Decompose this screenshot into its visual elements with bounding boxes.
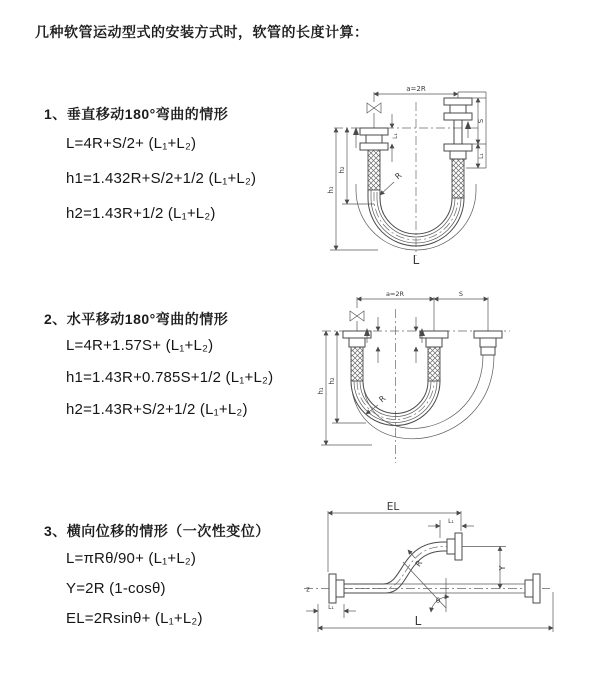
formula-line: h1=1.43R+0.785S+1/2 (L₁+L₂) xyxy=(66,369,274,386)
dimension-el xyxy=(328,501,461,572)
dim-label-l1: L₁ xyxy=(478,153,485,159)
formula-line: EL=2Rsinθ+ (L₁+L₂) xyxy=(66,610,203,627)
dimension-a2r xyxy=(357,290,488,331)
angle-theta xyxy=(403,562,449,612)
dim-label-l-total: L xyxy=(412,253,420,267)
page-title: 几种软管运动型式的安装方式时，软管的长度计算： xyxy=(35,24,369,40)
valve-icon xyxy=(367,103,381,128)
dim-label-r: R xyxy=(393,170,404,182)
dim-label-h1: h₁ xyxy=(327,186,335,194)
left-pipe-fitting xyxy=(360,128,388,190)
dimension-l1-bottom xyxy=(306,604,356,618)
dim-label-s: S xyxy=(477,118,485,124)
dim-label-s: S xyxy=(458,290,464,298)
dim-label-h2: h₂ xyxy=(338,166,346,174)
formula-line: h2=1.43R+S/2+1/2 (L₁+L₂) xyxy=(66,401,248,418)
radius-callout xyxy=(380,171,404,195)
dim-label-l1: L₁ xyxy=(448,518,454,525)
dimension-y xyxy=(462,547,507,589)
valve-icon xyxy=(350,311,364,331)
formula-line: h1=1.432R+S/2+1/2 (L₁+L₂) xyxy=(66,170,257,187)
middle-pipe-fitting xyxy=(420,331,448,381)
section-3-heading: 3、横向位移的情形（一次性变位） xyxy=(44,523,270,539)
centerline-mark: z xyxy=(306,585,310,594)
formula-line: h2=1.43R+1/2 (L₁+L₂) xyxy=(66,205,216,222)
dim-label-theta: θ xyxy=(435,597,441,605)
dimension-l1-left xyxy=(392,114,399,162)
ghost-right-flange xyxy=(525,574,540,603)
formula-line: Y=2R (1-cosθ) xyxy=(66,580,166,597)
dim-label-l-total: L xyxy=(414,614,422,628)
right-pipe-fitting xyxy=(474,331,502,355)
section-1-heading: 1、垂直移动180°弯曲的情形 xyxy=(44,106,229,122)
hose-u-bend-moved xyxy=(351,355,494,439)
dim-label-y: Y xyxy=(498,565,507,571)
dim-label-el: EL xyxy=(386,501,400,513)
diagram-vertical-180-bend xyxy=(316,78,596,270)
top-right-flange xyxy=(447,533,462,560)
dim-label-r: R xyxy=(413,558,425,569)
fitting-length-arrows xyxy=(378,317,416,363)
formula-line: L=πRθ/90+ (L₁+L₂) xyxy=(66,550,197,567)
right-pipe-fitting xyxy=(444,98,472,198)
dim-label-h1: h₁ xyxy=(317,387,325,395)
diagram-lateral-displacement xyxy=(298,500,598,665)
dim-label-a2r: a=2R xyxy=(406,85,426,93)
dim-label-h2: h₂ xyxy=(328,377,336,385)
dim-label-l1: L₁ xyxy=(328,604,334,611)
left-flange xyxy=(329,574,344,603)
dimension-l1-top xyxy=(428,518,474,538)
dim-label-r: R xyxy=(377,393,388,405)
diagram-horizontal-180-bend xyxy=(310,283,598,473)
dim-label-a2r: a=2R xyxy=(385,290,405,298)
formula-line: L=4R+S/2+ (L₁+L₂) xyxy=(66,135,197,152)
hose-s-curve xyxy=(344,542,447,593)
formula-line: L=4R+1.57S+ (L₁+L₂) xyxy=(66,337,214,354)
dim-label-l1: L₁ xyxy=(392,133,399,139)
section-2-heading: 2、水平移动180°弯曲的情形 xyxy=(44,311,229,327)
